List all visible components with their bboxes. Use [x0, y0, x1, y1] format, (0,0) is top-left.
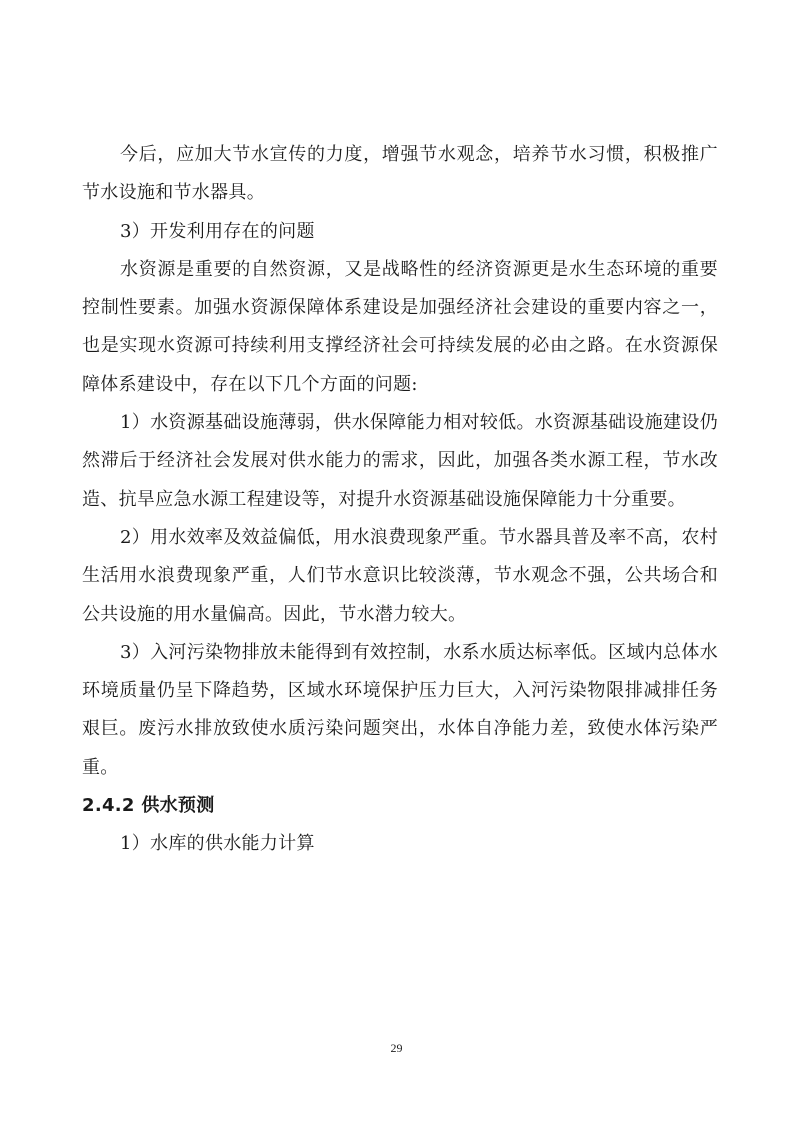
subheading-development-issues: 3）开发利用存在的问题 — [120, 220, 315, 242]
paragraph-issue-efficiency: 2）用水效率及效益偏低，用水浪费现象严重。节水器具普及率不高，农村生活用水浪费现象严重，人们节水意识比较淡薄，节水观念不强，公共场合和公共设施的用水量偏高。因此，节水潜力较大。 — [82, 526, 718, 625]
section-heading-supply-forecast: 2.4.2 供水预测 — [82, 795, 215, 817]
subheading-reservoir-capacity: 1）水库的供水能力计算 — [120, 833, 315, 855]
paragraph-issue-infrastructure: 1）水资源基础设施薄弱，供水保障能力相对较低。水资源基础设施建设仍然滞后于经济社会发展对供水能力的需求，因此，加强各类水源工程，节水改造、抗旱应急水源工程建设等，对提升水资源基础设施保障能力十分重要。 — [82, 412, 718, 510]
document-body — [82, 136, 718, 864]
paragraph-water-saving-promotion: 今后，应加大节水宣传的力度，增强节水观念，培养节水习惯，积极推广节水设施和节水器具。 — [82, 144, 718, 204]
paragraph-water-resources-importance: 水资源是重要的自然资源，又是战略性的经济资源更是水生态环境的重要控制性要素。加强水资源保障体系建设是加强经济社会建设的重要内容之一，也是实现水资源可持续利用支撑经济社会可持续发展的必由之路。在水资源保障体系建设中，存在以下几个方面的问题: — [82, 258, 718, 395]
page-number: 29 — [390, 1041, 403, 1055]
paragraph-issue-pollution: 3）入河污染物排放未能得到有效控制，水系水质达标率低。区域内总体水环境质量仍呈下降趋势，区域水环境保护压力巨大，入河污染物限排减排任务艰巨。废污水排放致使水质污染问题突出，水体自净能力差，致使水体污染严重。 — [82, 641, 718, 778]
